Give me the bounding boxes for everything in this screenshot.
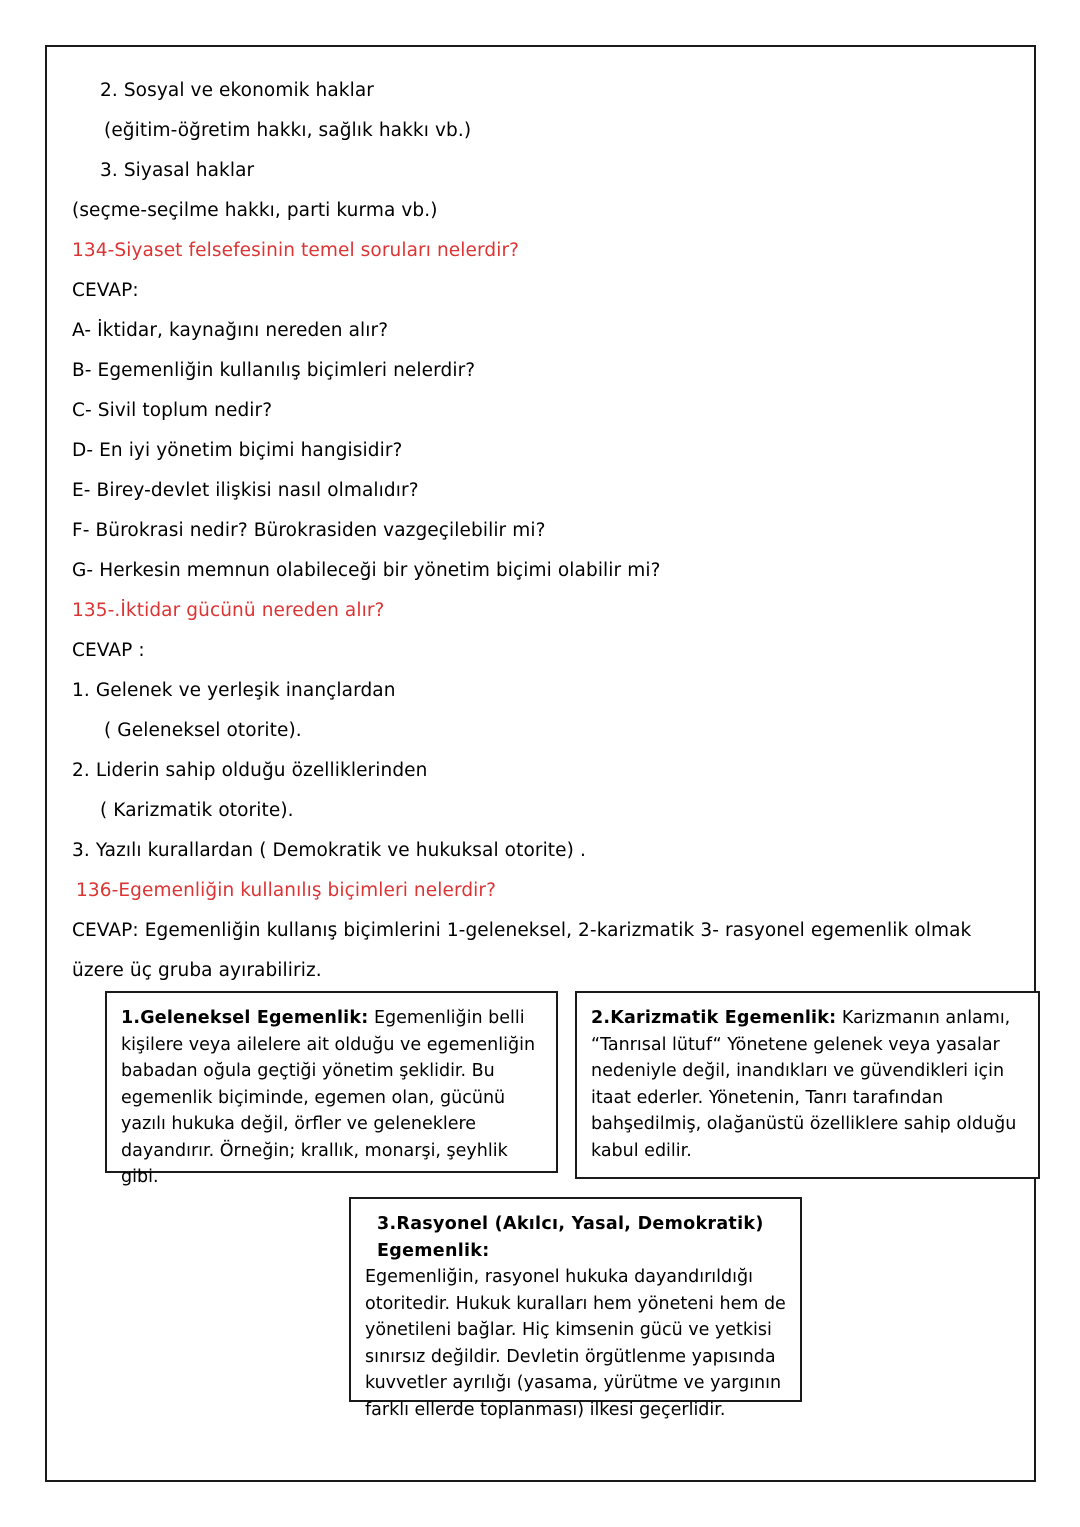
document-page <box>45 45 1036 1482</box>
list-item: 3. Siyasal haklar <box>100 160 255 181</box>
answer-item-1: 1. Gelenek ve yerleşik inançlardan <box>72 680 396 701</box>
definition-title-karizmatik: 2.Karizmatik Egemenlik: <box>591 1008 837 1028</box>
question-heading-136: 136-Egemenliğin kullanılış biçimleri nelerdir? <box>76 880 497 901</box>
answer-item-b: B- Egemenliğin kullanılış biçimleri nelerdir? <box>72 360 476 381</box>
answer-label-134: CEVAP: <box>72 280 139 301</box>
definition-title-geleneksel: 1.Geleneksel Egemenlik: <box>121 1008 369 1028</box>
definition-title-rasyonel: 3.Rasyonel (Akılcı, Yasal, Demokratik) Egemenlik: <box>377 1214 764 1261</box>
answer-label-135: CEVAP : <box>72 640 145 661</box>
question-heading-134: 134-Siyaset felsefesinin temel soruları nelerdir? <box>72 240 520 261</box>
answer-item-3: 3. Yazılı kurallardan ( Demokratik ve hukuksal otorite) . <box>72 840 586 861</box>
definition-text-geleneksel <box>121 1005 542 1191</box>
definition-text-rasyonel <box>365 1211 786 1423</box>
answer-item-d: D- En iyi yönetim biçimi hangisidir? <box>72 440 403 461</box>
definition-body-rasyonel: Egemenliğin, rasyonel hukuka dayandırıldığı otoritedir. Hukuk kuralları hem yöneteni hem de yönetileni bağlar. Hiç kimsenin gücü ve yetkisi sınırsız değildir. Devletin örgütlenme yapısında kuvvetler ayrılığı (yasama, yürütme ve yargının farklı ellerde toplanması) ilkesi geçerlidir. <box>365 1267 786 1420</box>
answer-item-g: G- Herkesin memnun olabileceği bir yönetim biçimi olabilir mi? <box>72 560 661 581</box>
answer-item-2-note: ( Karizmatik otorite). <box>100 800 294 821</box>
list-item: (eğitim-öğretim hakkı, sağlık hakkı vb.) <box>104 120 472 141</box>
definition-text-karizmatik <box>591 1005 1024 1164</box>
definition-box-geleneksel <box>105 991 558 1187</box>
answer-item-1-note: ( Geleneksel otorite). <box>104 720 302 741</box>
answer-item-a: A- İktidar, kaynağını nereden alır? <box>72 320 389 341</box>
definition-box-karizmatik <box>575 991 1040 1179</box>
definition-body-geleneksel: Egemenliğin belli kişilere veya ailelere ait olduğu ve egemenliğin babadan oğula geçtiği yönetim şeklidir. Bu egemenlik biçiminde, egemen olan, gücünü yazılı hukuka değil, örfler ve geleneklere dayandırır. Örneğin; krallık, monarşi, şeyhlik gibi. <box>121 1008 536 1187</box>
answer-item-f: F- Bürokrasi nedir? Bürokrasiden vazgeçilebilir mi? <box>72 520 546 541</box>
definition-body-karizmatik: Karizmanın anlamı, “Tanrısal lütuf“ Yönetene gelenek veya yasalar nedeniyle değil, inandıkları ve güvendikleri için itaat ederler. Yönetenin, Tanrı tarafından bahşedilmiş, olağanüstü özelliklere sahip olduğu kabul edilir. <box>591 1008 1017 1161</box>
answer-136: CEVAP: Egemenliğin kullanış biçimlerini 1-geleneksel, 2-karizmatik 3- rasyonel egemenlik olmak üzere üç gruba ayırabiliriz. <box>72 920 972 981</box>
question-heading-135: 135-.İktidar gücünü nereden alır? <box>72 600 385 621</box>
document-content <box>47 47 1034 1480</box>
answer-item-2: 2. Liderin sahip olduğu özelliklerinden <box>72 760 428 781</box>
answer-item-e: E- Birey-devlet ilişkisi nasıl olmalıdır? <box>72 480 419 501</box>
list-item: 2. Sosyal ve ekonomik haklar <box>100 80 374 101</box>
answer-item-c: C- Sivil toplum nedir? <box>72 400 273 421</box>
definition-box-rasyonel <box>349 1197 802 1420</box>
list-item: (seçme-seçilme hakkı, parti kurma vb.) <box>72 200 438 221</box>
